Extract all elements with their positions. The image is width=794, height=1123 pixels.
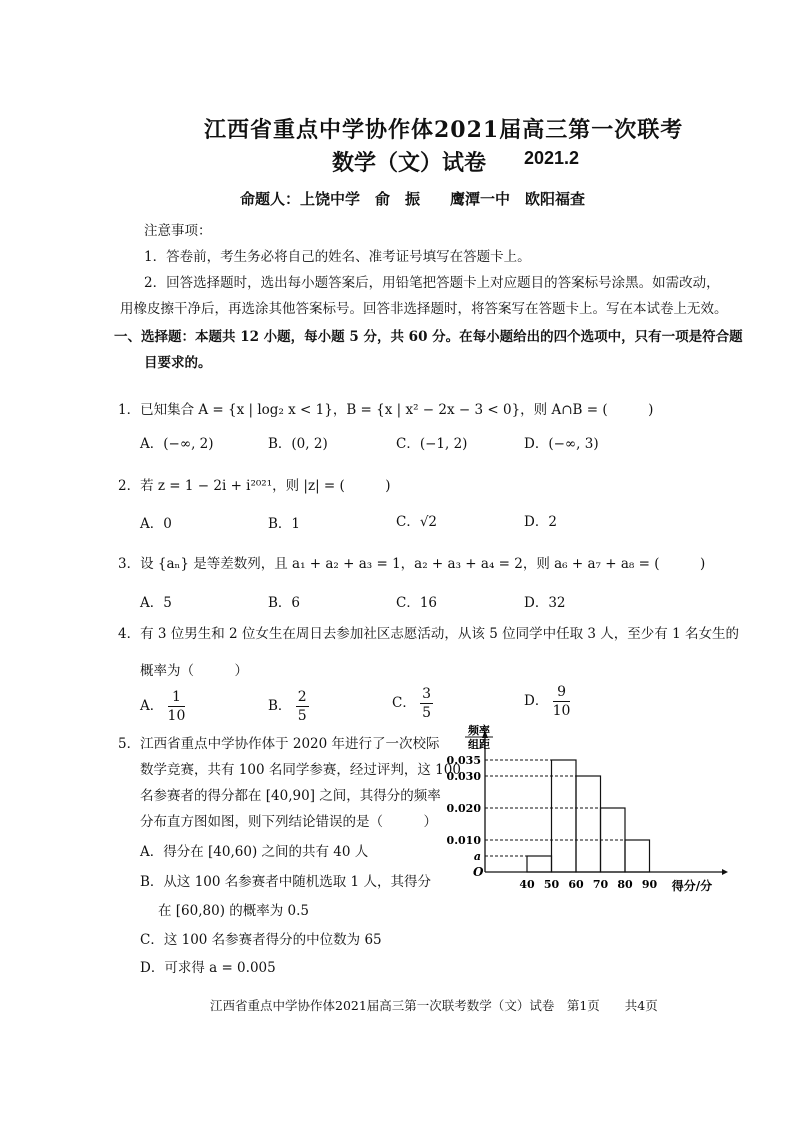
x-tick-label: 80 <box>617 878 633 891</box>
fraction <box>296 688 309 725</box>
x-tick-label: 60 <box>568 878 584 891</box>
question-1-option-a: A．(−∞, 2) <box>140 436 214 452</box>
question-5-option-a: A．得分在 [40,60) 之间的共有 40 人 <box>140 844 369 860</box>
question-5-line-4: 分布直方图如图，则下列结论错误的是（ ） <box>140 814 437 830</box>
question-5-line-3: 名参赛者的得分都在 [40,90] 之间，其得分的频率 <box>140 788 441 804</box>
fraction <box>168 688 186 725</box>
question-3-option-a: A．5 <box>140 595 172 611</box>
question-5-option-b: B．从这 100 名参赛者中随机选取 1 人，其得分 <box>140 874 431 890</box>
question-4-stem-line-1: 4．有 3 位男生和 2 位女生在周日去参加社区志愿活动，从该 5 位同学中任取 3 人，至少有 1 名女生的 <box>118 626 739 642</box>
fraction-numerator: 9 <box>553 683 571 702</box>
page-footer: 江西省重点中学协作体2021届高三第一次联考数学（文）试卷 第1页 共4页 <box>210 998 658 1013</box>
histogram-bar <box>552 760 577 872</box>
fraction-denominator: 10 <box>167 708 186 724</box>
fraction-denominator: 5 <box>422 705 432 721</box>
frequency-histogram <box>440 720 730 900</box>
question-4-option-c <box>392 685 433 722</box>
x-axis-label: 得分/分 <box>671 879 713 893</box>
exam-author: 命题人：上饶中学 俞 振 鹰潭一中 欧阳福查 <box>240 190 586 208</box>
notice-heading: 注意事项： <box>144 223 212 239</box>
question-2-option-b: B．1 <box>268 516 301 532</box>
question-1-option-b: B．(0, 2) <box>268 436 328 452</box>
y-tick-label: 0.010 <box>446 834 481 847</box>
question-4-option-a <box>140 688 185 725</box>
histogram-bar <box>576 776 601 872</box>
option-label: A． <box>140 698 164 714</box>
question-3-stem: 3．设 {aₙ} 是等差数列，且 a₁ + a₂ + a₃ = 1，a₂ + a₃ + a₄ = 2，则 a₆ + a₇ + a₈ = ( ) <box>118 556 706 572</box>
question-2-option-a: A．0 <box>140 516 172 532</box>
section-heading-line-2: 目要求的。 <box>144 355 212 371</box>
question-2-stem: 2．若 z = 1 − 2i + i²⁰²¹，则 |z| = ( ) <box>118 478 391 494</box>
question-4-option-b <box>268 688 309 725</box>
exam-title: 江西省重点中学协作体2021届高三第一次联考 <box>204 117 684 143</box>
histogram-bar <box>527 856 552 872</box>
question-5-option-d: D．可求得 a = 0.005 <box>140 960 276 976</box>
option-label: C． <box>392 695 416 711</box>
question-1-option-d: D．(−∞, 3) <box>524 436 599 452</box>
fraction-denominator: 10 <box>552 703 571 719</box>
question-1-stem: 1．已知集合 A = {x | log₂ x < 1}，B = {x | x² − 2x − 3 < 0}，则 A∩B = ( ) <box>118 402 654 418</box>
histogram-bar <box>625 840 650 872</box>
question-1-option-c: C．(−1, 2) <box>396 436 468 452</box>
fraction-numerator: 1 <box>168 688 186 707</box>
question-4-option-d <box>524 683 570 720</box>
y-tick-label: 0.020 <box>446 802 481 815</box>
exam-subtitle: 数学（文）试卷 <box>332 150 487 176</box>
fraction <box>553 683 571 720</box>
notice-item-2-line-2: 用橡皮擦干净后，再选涂其他答案标号。回答非选择题时，将答案写在答题卡上。写在本试卷上无效。 <box>120 301 728 317</box>
origin-label: O <box>473 865 484 879</box>
option-label: B． <box>268 698 292 714</box>
exam-date: 2021.2 <box>524 148 580 168</box>
fraction <box>420 685 433 722</box>
question-3-option-c: C．16 <box>396 595 438 611</box>
y-axis-label-denominator: 组距 <box>468 738 490 751</box>
question-3-option-b: B．6 <box>268 595 301 611</box>
question-4-stem-line-2: 概率为（ ） <box>140 663 248 679</box>
notice-item-2-line-1: 2．回答选择题时，选出每小题答案后，用铅笔把答题卡上对应题目的答案标号涂黑。如需改动， <box>144 275 720 291</box>
y-tick-label: 0.035 <box>446 754 481 767</box>
notice-item-1: 1．答卷前，考生务必将自己的姓名、准考证号填写在答题卡上。 <box>144 249 531 265</box>
y-tick-label: a <box>473 850 481 863</box>
question-2-option-c: C．√2 <box>396 514 438 530</box>
x-axis-arrow <box>722 869 728 875</box>
x-tick-label: 90 <box>641 878 658 891</box>
question-5-option-b-cont: 在 [60,80) 的概率为 0.5 <box>158 903 310 919</box>
question-5-line-2: 数学竞赛，共有 100 名同学参赛，经过评判，这 100 <box>140 762 461 778</box>
question-3-option-d: D．32 <box>524 595 566 611</box>
fraction-denominator: 5 <box>297 708 307 724</box>
x-tick-label: 40 <box>519 878 535 891</box>
question-5-option-c: C．这 100 名参赛者得分的中位数为 65 <box>140 932 382 948</box>
x-tick-label: 70 <box>592 878 609 891</box>
question-2-option-d: D．2 <box>524 514 557 530</box>
histogram-layer <box>447 723 728 893</box>
x-tick-label: 50 <box>543 878 560 891</box>
section-heading-line-1: 一、选择题：本题共 12 小题，每小题 5 分，共 60 分。在每小题给出的四个选项中，只有一项是符合题 <box>114 329 743 345</box>
fraction-numerator: 3 <box>422 686 432 702</box>
y-tick-label: 0.030 <box>446 770 481 783</box>
fraction-numerator: 2 <box>297 689 307 705</box>
y-axis-label-numerator: 频率 <box>468 724 490 737</box>
option-label: D． <box>524 693 549 709</box>
question-5-line-1: 5．江西省重点中学协作体于 2020 年进行了一次校际 <box>118 736 440 752</box>
